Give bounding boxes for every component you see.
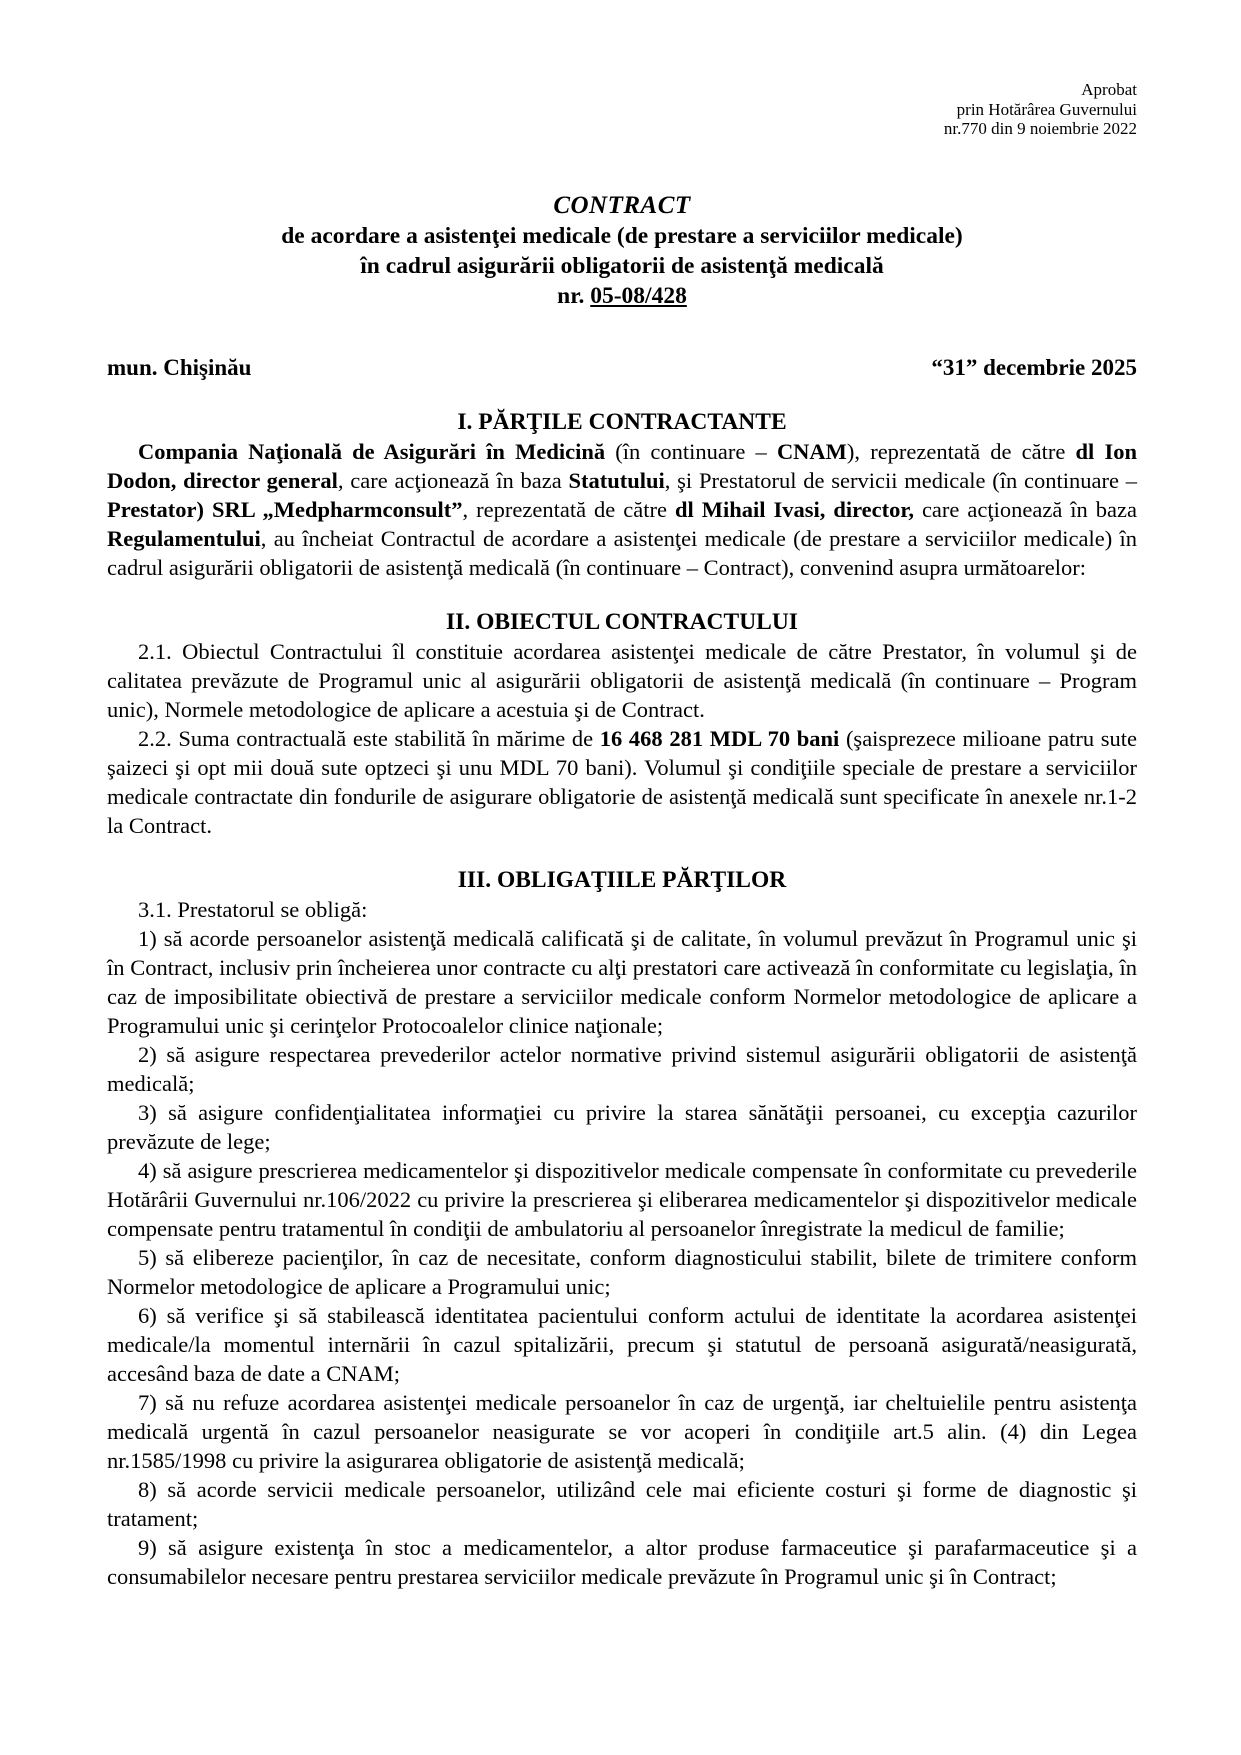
paragraph-2-1: 2.1. Obiectul Contractului îl constituie acordarea asistenţei medicale de către Prestator, în volumul şi de calitatea prevăzute de Programul unic al asigurării obligatorii de asistenţă medicală (în continuare – Program unic), Normele metodologice de aplicare a acestuia şi de Contract.: [107, 638, 1137, 722]
section-heading-parties: I. PĂRŢILE CONTRACTANTE: [457, 408, 787, 435]
approval-note-line-2: prin Hotărârea Guvernului: [956, 99, 1137, 119]
approval-note-line-1: Aprobat: [1081, 80, 1137, 99]
title-block: [107, 191, 1137, 311]
obligation-item-9: 9) să asigure existenţa în stoc a medicamentelor, a altor produse farmaceutice şi parafarmaceutice şi a consumabilelor necesare pentru prestarea serviciilor medicale prevăzute în Programul unic şi în Contract;: [107, 1534, 1137, 1589]
paragraph-3-1: 3.1. Prestatorul se obligă:: [138, 896, 368, 922]
date-label: “31” decembrie 2025: [931, 354, 1137, 380]
approval-note-line-3: nr.770 din 9 noiembrie 2022: [943, 119, 1137, 138]
obligation-item-3: 3) să asigure confidenţialitatea informaţiei cu privire la starea sănătăţii persoanei, cu excepţia cazurilor prevăzute de lege;: [107, 1099, 1137, 1154]
obligation-item-8: 8) să acorde servicii medicale persoanelor, utilizând cele mai eficiente costuri şi forme de diagnostic şi tratament;: [107, 1476, 1137, 1531]
contract-number: nr. 05-08/428: [557, 282, 687, 309]
parties-paragraph: Compania Naţională de Asigurări în Medicină (în continuare – CNAM), reprezentată de către dl Ion Dodon, director general, care acţionează în baza Statutului, şi Prestatorul de servicii medicale (în continuare – Prestator) SRL „Medpharmconsult”, reprezentată de către dl Mihail Ivasi, director, care acţionează în baza Regulamentului, au încheiat Contractul de acordare a asistenţei medicale (de prestare a serviciilor medicale) în cadrul asigurării obligatorii de asistenţă medicală (în continuare – Contract), convenind asupra următoarelor:: [107, 438, 1137, 580]
paragraph-2-2: 2.2. Suma contractuală este stabilită în mărime de 16 468 281 MDL 70 bani (şaisprezece milioane patru sute şaizeci şi opt mii două sute optzeci şi unu MDL 70 bani). Volumul şi condiţiile speciale de prestare a serviciilor medicale contractate din fondurile de asigurare obligatorie de asistenţă medicală sunt specificate în anexele nr.1-2 la Contract.: [107, 725, 1138, 838]
place-label: mun. Chişinău: [107, 354, 252, 380]
document-title: CONTRACT: [553, 191, 691, 219]
obligation-item-1: 1) să acorde persoanelor asistenţă medicală calificată şi de calitate, în volumul prevăzut în Programul unic şi în Contract, inclusiv prin încheierea unor contracte cu alţi prestatori care activează în conformitate cu legislaţia, în caz de imposibilitate obiectivă de prestare a serviciilor medicale conform Normelor metodologice de aplicare a Programului unic şi cerinţelor Protocoalelor clinice naţionale;: [107, 925, 1137, 1038]
obligation-item-7: 7) să nu refuze acordarea asistenţei medicale persoanelor în caz de urgenţă, iar cheltuielile pentru asistenţa medicală urgentă în cazul persoanelor neasigurate se vor acoperi în condiţiile art.5 alin. (4) din Legea nr.1585/1998 cu privire la asigurarea obligatorie de asistenţă medicală;: [107, 1389, 1137, 1473]
place-date-row: [107, 353, 1137, 382]
obligation-item-5: 5) să elibereze pacienţilor, în caz de necesitate, conform diagnosticului stabilit, bilete de trimitere conform Normelor metodologice de aplicare a Programului unic;: [107, 1244, 1137, 1299]
document-subtitle-2: în cadrul asigurării obligatorii de asistenţă medicală: [360, 252, 884, 279]
approval-note: [107, 80, 1137, 139]
section-heading-object: II. OBIECTUL CONTRACTULUI: [446, 608, 798, 635]
obligation-item-6: 6) să verifice şi să stabilească identitatea pacientului conform actului de identitate la acordarea asistenţei medicale/la momentul internării în cazul spitalizării, precum şi statutul de persoană asigurată/neasigurată, accesând baza de date a CNAM;: [107, 1302, 1137, 1386]
section-heading-obligations: III. OBLIGAŢIILE PĂRŢILOR: [457, 866, 787, 893]
obligation-item-4: 4) să asigure prescrierea medicamentelor şi dispozitivelor medicale compensate în conformitate cu prevederile Hotărârii Guvernului nr.106/2022 cu privire la prescrierea şi eliberarea medicamentelor şi dispozitivelor medicale compensate pentru tratamentul în condiţii de ambulatoriu al persoanelor înregistrate la medicul de familie;: [107, 1157, 1137, 1241]
obligation-item-2: 2) să asigure respectarea prevederilor actelor normative privind sistemul asigurării obligatorii de asistenţă medicală;: [107, 1041, 1137, 1096]
document-subtitle-1: de acordare a asistenţei medicale (de prestare a serviciilor medicale): [281, 222, 963, 249]
